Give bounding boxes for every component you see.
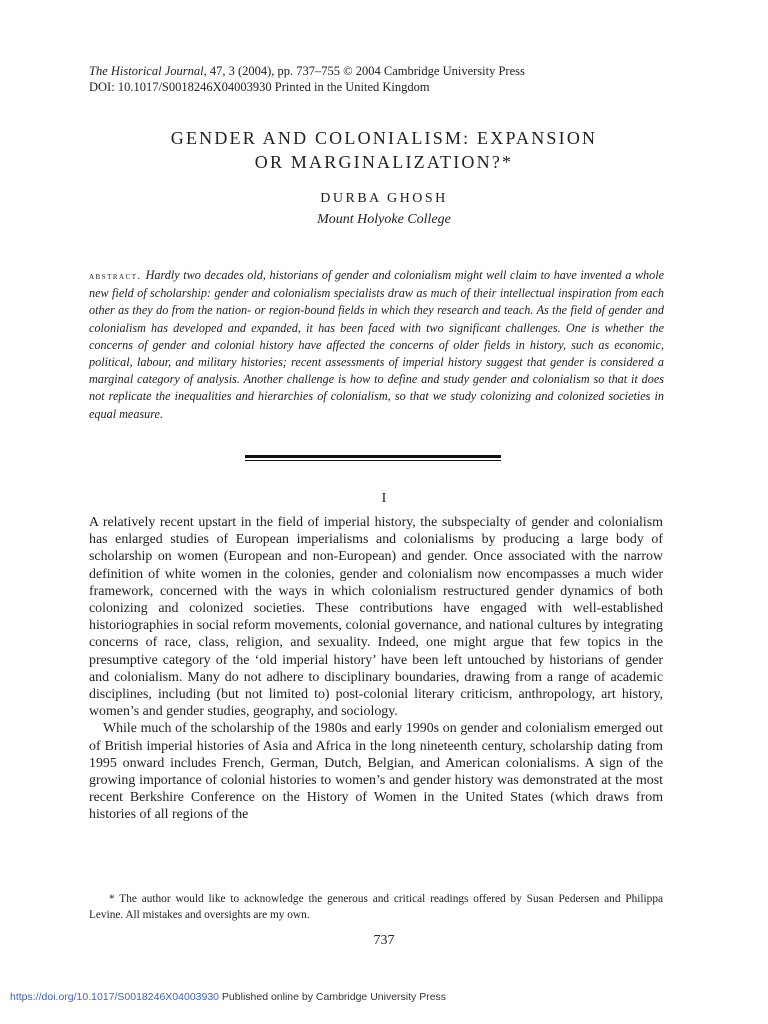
page-number: 737 bbox=[373, 933, 395, 948]
abstract-label: abstract. bbox=[89, 271, 142, 282]
published-online-text: Published online by Cambridge University Press bbox=[219, 991, 447, 1003]
citation-line bbox=[89, 63, 525, 79]
citation-details: , 47, 3 (2004), pp. 737–755 © 2004 Cambridge University Press bbox=[203, 64, 525, 78]
journal-name: The Historical Journal bbox=[89, 64, 204, 78]
section-divider bbox=[245, 455, 501, 461]
article-title bbox=[0, 126, 768, 174]
author-affiliation: Mount Holyoke College bbox=[317, 212, 451, 227]
footnote-text: * The author would like to acknowledge the generous and critical readings offered by Susan Pedersen and Philippa Levine. All mistakes and oversights are my own. bbox=[89, 893, 663, 921]
body-text bbox=[89, 514, 663, 824]
footnote bbox=[89, 891, 663, 923]
section-number: I bbox=[381, 491, 387, 506]
abstract-text: Hardly two decades old, historians of gender and colonialism might well claim to have invented a whole new field of scholarship: gender and colonialism specialists draw as much of their intellectual inspiration from each other as they do from the nation- or region-bound fields in which they research and teach. As the field of gender and colonialism has developed and expanded, it has been faced with two significant challenges. One is whether the concerns of gender and colonial history have affected the concerns of older fields in history, such as economic, political, labour, and military histories; recent assessments of imperial history suggest that gender is considered a marginal category of analysis. Another challenge is how to define and study gender and colonialism so that it does not replicate the inequalities and hierarchies of colonialism, so that we study colonizing and colonized societies in equal measure. bbox=[89, 268, 664, 421]
doi-footer bbox=[10, 991, 446, 1003]
title-line-1: GENDER AND COLONIALISM: EXPANSION bbox=[170, 128, 598, 148]
abstract bbox=[89, 267, 664, 423]
body-paragraph: While much of the scholarship of the 1980s and early 1990s on gender and colonialism emerged out of British imperial histories of Asia and Africa in the long nineteenth century, scholarship dating from 1995 onward includes French, German, Dutch, Belgian, and American colonialisms. A sign of the growing importance of colonial histories to women’s and gender history was demonstrated at the most recent Berkshire Conference on the History of Women in the United States (which draws from histories of all regions of the bbox=[89, 721, 663, 823]
doi-line: DOI: 10.1017/S0018246X04003930 Printed in the United Kingdom bbox=[89, 80, 430, 94]
author-name: DURBA GHOSH bbox=[320, 191, 448, 206]
title-line-2: OR MARGINALIZATION?* bbox=[254, 152, 514, 172]
doi-link[interactable]: https://doi.org/10.1017/S0018246X04003930 bbox=[10, 991, 220, 1003]
body-paragraph: A relatively recent upstart in the field of imperial history, the subspecialty of gender and colonialism has enlarged studies of European imperialisms and colonialisms by producing a large body of scholarship on women (European and non-European) and gender. Once associated with the narrow definition of white women in the colonies, gender and colonialism now encompasses a much wider framework, concerned with the ways in which colonialism restructured gender dynamics of both colonizing and colonized societies. These contributions have engaged with well-established historiographies in social reform movements, colonial governance, and national cultures by integrating concerns of race, class, religion, and sexuality. Indeed, one might argue that few topics in the presumptive category of the ‘old imperial history’ have been left untouched by historians of gender and colonialism. Many do not adhere to disciplinary boundaries, drawing from a range of academic disciplines, including (but not limited to) post-colonial literary criticism, anthropology, art history, women’s and gender studies, geography, and sociology. bbox=[89, 515, 663, 720]
journal-header bbox=[89, 63, 525, 95]
